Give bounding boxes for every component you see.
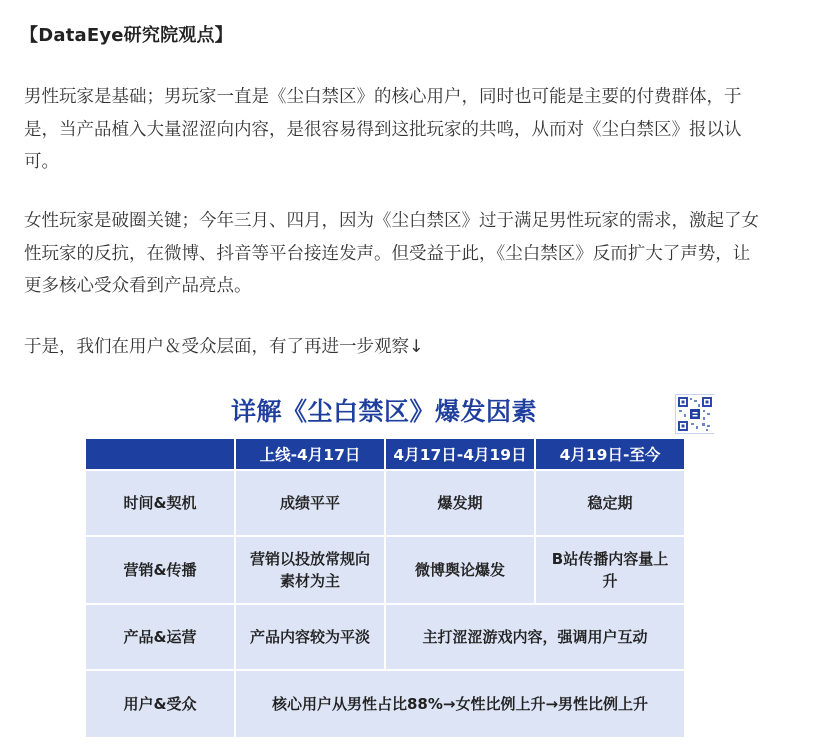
table-row — [86, 605, 684, 669]
table-row — [86, 537, 684, 603]
header-cell-blank — [86, 439, 234, 469]
qr-code-icon — [675, 394, 714, 434]
table-cell: 营销以投放常规向素材为主 — [236, 537, 384, 603]
table-cell: 爆发期 — [386, 471, 534, 535]
factors-table — [84, 437, 686, 739]
table-row — [86, 671, 684, 737]
section-heading: 【DataEye研究院观点】 — [20, 25, 233, 46]
table-cell: 稳定期 — [536, 471, 684, 535]
paragraph-male-players: 男性玩家是基础；男玩家一直是《尘白禁区》的核心用户，同时也可能是主要的付费群体，于是，当产品植入大量涩涩向内容，是很容易得到这批玩家的共鸣，从而对《尘白禁区》报以认可。 — [24, 87, 742, 172]
table-cell-merged: 核心用户从男性占比88%→女性比例上升→男性比例上升 — [236, 671, 684, 737]
header-cell-stable-period: 4月19日-至今 — [536, 439, 684, 469]
table-cell-merged: 主打涩涩游戏内容，强调用户互动 — [386, 605, 684, 669]
header-cell-launch-period: 上线-4月17日 — [236, 439, 384, 469]
table-header-row — [86, 439, 684, 469]
infographic-title: 详解《尘白禁区》爆发因素 — [230, 397, 537, 426]
row-label: 产品&运营 — [86, 605, 234, 669]
paragraph-female-players: 女性玩家是破圈关键；今年三月、四月，因为《尘白禁区》过于满足男性玩家的需求，激起了女性玩家的反抗，在微博、抖音等平台接连发声。但受益于此，《尘白禁区》反而扩大了声势，让更多核心受众看到产品亮点。 — [24, 211, 759, 296]
factors-infographic — [84, 378, 714, 753]
table-cell: 产品内容较为平淡 — [236, 605, 384, 669]
row-label: 用户&受众 — [86, 671, 234, 737]
table-cell: 微博舆论爆发 — [386, 537, 534, 603]
table-row — [86, 471, 684, 535]
table-cell: B站传播内容量上升 — [536, 537, 684, 603]
row-label: 营销&传播 — [86, 537, 234, 603]
header-cell-burst-period: 4月17日-4月19日 — [386, 439, 534, 469]
paragraph-further-observation: 于是，我们在用户＆受众层面，有了再进一步观察↓ — [24, 337, 424, 357]
row-label: 时间&契机 — [86, 471, 234, 535]
table-cell: 成绩平平 — [236, 471, 384, 535]
